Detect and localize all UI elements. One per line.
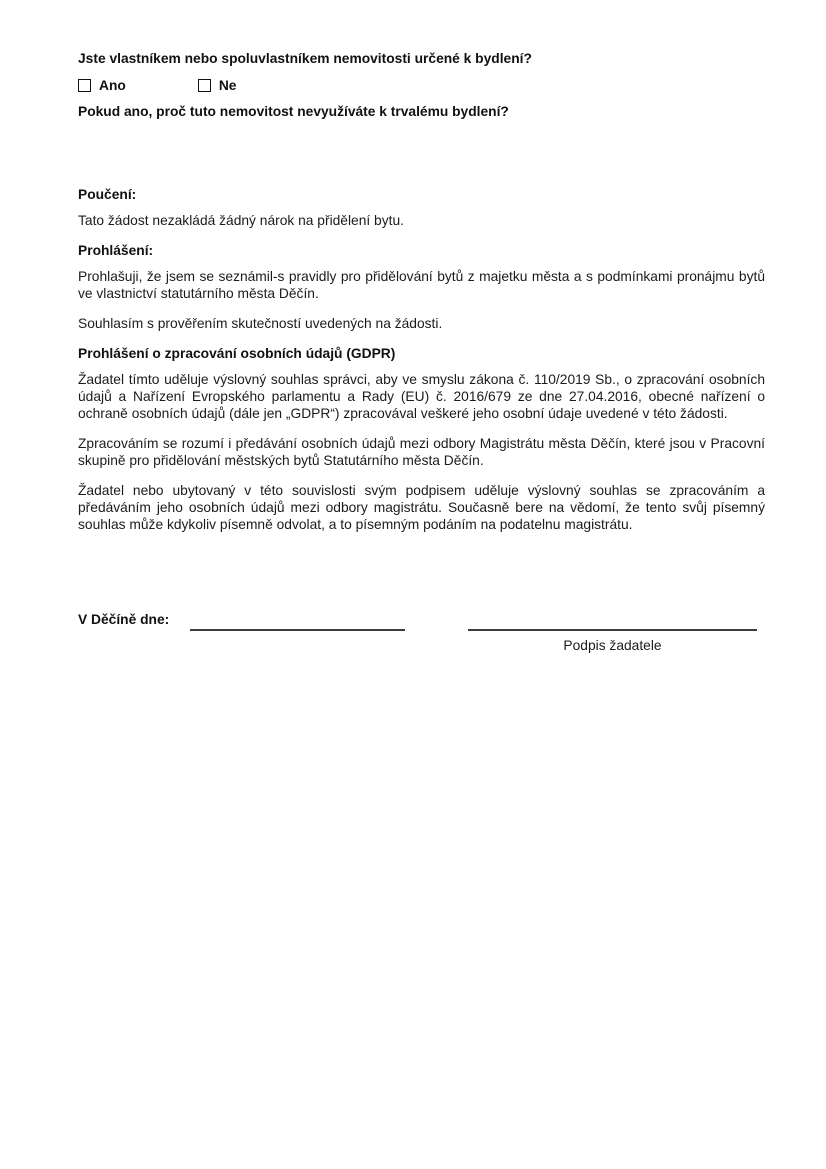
gdpr-paragraph-1: Žadatel tímto uděluje výslovný souhlas správci, aby ve smyslu zákona č. 110/2019 Sb., o zpracování osobních údajů a Nařízení Evropského parlamentu a Rady (EU) č. 2016/679 ze dne 27.04.2016, obecné nařízení o ochraně osobních údajů (dále jen „GDPR“) zpracovával veškeré jeho osobní údaje uvedené v této žádosti. (78, 372, 765, 421)
place-date-label: V Děčíně dne: (78, 612, 170, 627)
option-ano-label: Ano (99, 78, 126, 93)
option-ne (198, 77, 237, 94)
declaration-heading: Prohlášení: (78, 243, 154, 258)
signature-caption: Podpis žadatele (563, 638, 662, 653)
answer-blank-space (78, 130, 765, 186)
document-content (78, 50, 765, 671)
question-ownership: Jste vlastníkem nebo spoluvlastníkem nemovitosti určené k bydlení? (78, 51, 532, 66)
date-fill-line[interactable] (190, 613, 405, 631)
gdpr-paragraph-2: Zpracováním se rozumí i předávání osobních údajů mezi odbory Magistrátu města Děčín, které jsou v Pracovní skupině pro přidělování městských bytů Statutárního města Děčín. (78, 436, 765, 468)
notice-heading: Poučení: (78, 187, 137, 202)
signature-fill-line[interactable] (468, 613, 757, 631)
signature-block (468, 613, 757, 654)
gdpr-heading: Prohlášení o zpracování osobních údajů (GDPR) (78, 346, 396, 361)
pre-signature-space (78, 546, 765, 611)
declaration-paragraph-1: Prohlašuji, že jsem se seznámil-s pravidly pro přidělování bytů z majetku města a s podmínkami pronájmu bytů ve vlastnictví statutárního města Děčín. (78, 269, 765, 301)
checkbox-ano-icon[interactable] (78, 79, 91, 92)
gdpr-paragraph-3: Žadatel nebo ubytovaný v této souvislosti svým podpisem uděluje výslovný souhlas se zpracováním a předáváním jeho osobních údajů mezi odbory magistrátu. Současně bere na vědomí, že tento svůj písemný souhlas může kdykoliv písemně odvolat, a to písemným podáním na podatelnu magistrátu. (78, 483, 765, 532)
ownership-options-row (78, 77, 765, 94)
notice-body: Tato žádost nezakládá žádný nárok na přidělení bytu. (78, 213, 404, 228)
declaration-paragraph-2: Souhlasím s prověřením skutečností uvedených na žádosti. (78, 316, 443, 331)
option-ano (78, 77, 126, 94)
option-ne-label: Ne (218, 78, 237, 93)
question-why-not-used: Pokud ano, proč tuto nemovitost nevyužíváte k trvalému bydlení? (78, 104, 509, 119)
signature-area (78, 611, 765, 671)
checkbox-ne-icon[interactable] (198, 79, 211, 92)
